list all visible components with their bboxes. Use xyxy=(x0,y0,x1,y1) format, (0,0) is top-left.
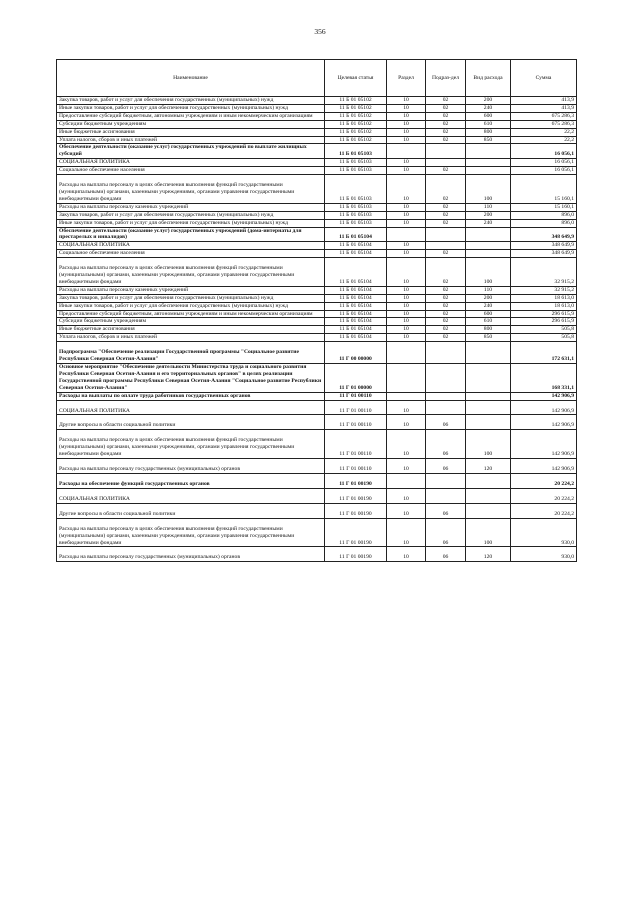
table-row xyxy=(57,392,577,400)
table-row xyxy=(57,294,577,302)
cell-target: 11 Г 01 00000 xyxy=(325,364,387,393)
table-row xyxy=(57,136,577,144)
cell-section xyxy=(387,473,426,488)
cell-subsection xyxy=(426,488,466,503)
cell-name: Закупка товаров, работ и услуг для обеспечения государственных (муниципальных) нужд xyxy=(57,211,325,219)
cell-section: 10 xyxy=(387,294,426,302)
table-row xyxy=(57,128,577,136)
cell-name: Расходы на выплаты персоналу в целях обеспечения выполнения функций государственными (муниципальными) органами, казенными учреждениями, органами управления государственными внебюджетными фондами xyxy=(57,430,325,459)
cell-target: 11 Б 01 05104 xyxy=(325,227,387,242)
table-row xyxy=(57,302,577,310)
table-row xyxy=(57,547,577,562)
cell-name: Уплата налогов, сборов и иных платежей xyxy=(57,136,325,144)
cell-target: 11 Г 01 00190 xyxy=(325,503,387,518)
table-row xyxy=(57,211,577,219)
table-row xyxy=(57,112,577,120)
cell-section: 10 xyxy=(387,430,426,459)
cell-subsection: 02 xyxy=(426,175,466,204)
cell-section: 10 xyxy=(387,120,426,128)
cell-subsection: 02 xyxy=(426,112,466,120)
table-row xyxy=(57,203,577,211)
table-row xyxy=(57,144,577,159)
cell-sum: 896,0 xyxy=(511,219,577,227)
cell-target: 11 Г 01 00110 xyxy=(325,400,387,415)
cell-name: Социальное обеспечение населения xyxy=(57,250,325,258)
cell-expense-type xyxy=(466,144,511,159)
table-row xyxy=(57,400,577,415)
table-row xyxy=(57,488,577,503)
cell-sum: 348 649,9 xyxy=(511,250,577,258)
cell-sum: 142 906,9 xyxy=(511,400,577,415)
cell-sum: 348 649,9 xyxy=(511,227,577,242)
cell-expense-type: 200 xyxy=(466,211,511,219)
header-section: Раздел xyxy=(387,60,426,97)
cell-expense-type: 610 xyxy=(466,318,511,326)
cell-sum: 930,0 xyxy=(511,518,577,547)
cell-target: 11 Г 00 00000 xyxy=(325,342,387,364)
table-row xyxy=(57,167,577,175)
cell-name: Иные закупки товаров, работ и услуг для обеспечения государственных (муниципальных) нужд xyxy=(57,302,325,310)
cell-subsection: 02 xyxy=(426,286,466,294)
cell-name: Обеспечение деятельности (оказание услуг) государственных учреждений по выплате жилищных субсидий xyxy=(57,144,325,159)
cell-subsection: 02 xyxy=(426,120,466,128)
cell-sum: 16 056,1 xyxy=(511,167,577,175)
cell-expense-type xyxy=(466,159,511,167)
cell-subsection: 02 xyxy=(426,334,466,342)
cell-section: 10 xyxy=(387,459,426,474)
table-header-row xyxy=(57,60,577,97)
cell-name: Расходы на выплаты персоналу в целях обеспечения выполнения функций государственными (муниципальными) органами, казенными учреждениями, органами управления государственными внебюджетными фондами xyxy=(57,175,325,204)
cell-expense-type: 200 xyxy=(466,294,511,302)
cell-target: 11 Б 01 05104 xyxy=(325,310,387,318)
table-row xyxy=(57,175,577,204)
cell-section xyxy=(387,227,426,242)
cell-subsection: 06 xyxy=(426,430,466,459)
cell-target: 11 Б 01 05103 xyxy=(325,159,387,167)
cell-sum: 142 906,9 xyxy=(511,392,577,400)
cell-target: 11 Г 01 00110 xyxy=(325,392,387,400)
cell-target: 11 Г 01 00190 xyxy=(325,488,387,503)
cell-subsection: 02 xyxy=(426,326,466,334)
cell-subsection xyxy=(426,342,466,364)
cell-sum: 16 056,1 xyxy=(511,144,577,159)
cell-sum: 20 224,2 xyxy=(511,473,577,488)
cell-name: Расходы на выплаты по оплате труда работников государственных органов xyxy=(57,392,325,400)
cell-expense-type xyxy=(466,503,511,518)
cell-subsection: 06 xyxy=(426,518,466,547)
cell-expense-type: 100 xyxy=(466,430,511,459)
cell-sum: 675 286,3 xyxy=(511,120,577,128)
cell-section: 10 xyxy=(387,203,426,211)
cell-sum: 296 615,9 xyxy=(511,310,577,318)
cell-target: 11 Б 01 05104 xyxy=(325,242,387,250)
page-number: 356 xyxy=(314,27,326,36)
cell-subsection: 06 xyxy=(426,415,466,430)
table-body xyxy=(57,97,577,562)
table-row xyxy=(57,503,577,518)
cell-sum: 20 224,2 xyxy=(511,488,577,503)
cell-target: 11 Б 01 05104 xyxy=(325,326,387,334)
cell-sum: 348 649,9 xyxy=(511,242,577,250)
cell-section: 10 xyxy=(387,326,426,334)
cell-section: 10 xyxy=(387,503,426,518)
cell-name: Расходы на выплаты персоналу государственных (муниципальных) органов xyxy=(57,547,325,562)
cell-name: Предоставление субсидий бюджетным, автономным учреждениям и иным некоммерческим организациям xyxy=(57,310,325,318)
cell-name: Иные закупки товаров, работ и услуг для обеспечения государственных (муниципальных) нужд xyxy=(57,219,325,227)
table-row xyxy=(57,227,577,242)
cell-target: 11 Б 01 05104 xyxy=(325,250,387,258)
cell-target: 11 Б 01 05103 xyxy=(325,219,387,227)
cell-section: 10 xyxy=(387,159,426,167)
cell-expense-type: 600 xyxy=(466,310,511,318)
cell-sum: 296 615,9 xyxy=(511,318,577,326)
table-row xyxy=(57,310,577,318)
cell-section: 10 xyxy=(387,175,426,204)
cell-name: Подпрограмма "Обеспечение реализации Государственной программы "Социальное развитие Республики Северная Осетия-Алания" xyxy=(57,342,325,364)
table-row xyxy=(57,159,577,167)
header-target: Целевая статья xyxy=(325,60,387,97)
table-row xyxy=(57,415,577,430)
table-row xyxy=(57,97,577,105)
cell-expense-type: 600 xyxy=(466,112,511,120)
cell-section: 10 xyxy=(387,488,426,503)
cell-section: 10 xyxy=(387,310,426,318)
cell-section: 10 xyxy=(387,258,426,287)
cell-expense-type xyxy=(466,488,511,503)
cell-expense-type: 800 xyxy=(466,326,511,334)
cell-expense-type xyxy=(466,392,511,400)
cell-subsection: 02 xyxy=(426,310,466,318)
cell-subsection: 06 xyxy=(426,503,466,518)
cell-expense-type: 240 xyxy=(466,104,511,112)
cell-expense-type xyxy=(466,242,511,250)
cell-expense-type xyxy=(466,227,511,242)
cell-expense-type xyxy=(466,167,511,175)
cell-expense-type: 200 xyxy=(466,97,511,105)
header-name: Наименование xyxy=(57,60,325,97)
cell-section: 10 xyxy=(387,242,426,250)
budget-table xyxy=(56,59,577,562)
cell-name: Расходы на выплаты персоналу в целях обеспечения выполнения функций государственными (муниципальными) органами, казенными учреждениями, органами управления государственными внебюджетными фондами xyxy=(57,258,325,287)
cell-target: 11 Б 01 05103 xyxy=(325,211,387,219)
cell-name: Другие вопросы в области социальной политики xyxy=(57,415,325,430)
cell-subsection: 02 xyxy=(426,128,466,136)
cell-name: СОЦИАЛЬНАЯ ПОЛИТИКА xyxy=(57,159,325,167)
table-row xyxy=(57,459,577,474)
cell-subsection xyxy=(426,144,466,159)
cell-section: 10 xyxy=(387,400,426,415)
cell-target: 11 Б 01 05104 xyxy=(325,294,387,302)
cell-sum: 505,8 xyxy=(511,334,577,342)
cell-sum: 896,0 xyxy=(511,211,577,219)
cell-target: 11 Г 01 00190 xyxy=(325,547,387,562)
cell-subsection xyxy=(426,400,466,415)
cell-expense-type: 610 xyxy=(466,120,511,128)
cell-expense-type xyxy=(466,400,511,415)
cell-sum: 18 613,0 xyxy=(511,294,577,302)
cell-section: 10 xyxy=(387,415,426,430)
cell-sum: 413,9 xyxy=(511,97,577,105)
cell-section: 10 xyxy=(387,219,426,227)
cell-name: Расходы на выплаты персоналу казенных учреждений xyxy=(57,286,325,294)
cell-name: Расходы на обеспечение функций государственных органов xyxy=(57,473,325,488)
cell-subsection: 02 xyxy=(426,258,466,287)
cell-target: 11 Б 01 05103 xyxy=(325,203,387,211)
cell-section: 10 xyxy=(387,250,426,258)
cell-sum: 142 906,9 xyxy=(511,430,577,459)
cell-target: 11 Б 01 05102 xyxy=(325,97,387,105)
cell-name: СОЦИАЛЬНАЯ ПОЛИТИКА xyxy=(57,400,325,415)
cell-name: Иные бюджетные ассигнования xyxy=(57,128,325,136)
cell-sum: 32 915,2 xyxy=(511,258,577,287)
cell-section xyxy=(387,342,426,364)
cell-sum: 18 613,0 xyxy=(511,302,577,310)
cell-expense-type: 120 xyxy=(466,459,511,474)
cell-subsection: 06 xyxy=(426,459,466,474)
cell-sum: 22,2 xyxy=(511,136,577,144)
cell-sum: 15 160,1 xyxy=(511,203,577,211)
cell-name: СОЦИАЛЬНАЯ ПОЛИТИКА xyxy=(57,488,325,503)
cell-section: 10 xyxy=(387,128,426,136)
cell-section: 10 xyxy=(387,167,426,175)
cell-sum: 32 915,2 xyxy=(511,286,577,294)
cell-subsection: 02 xyxy=(426,318,466,326)
cell-sum: 675 286,3 xyxy=(511,112,577,120)
cell-expense-type xyxy=(466,342,511,364)
cell-subsection: 02 xyxy=(426,219,466,227)
cell-target: 11 Б 01 05104 xyxy=(325,286,387,294)
cell-target: 11 Б 01 05102 xyxy=(325,104,387,112)
cell-expense-type xyxy=(466,473,511,488)
cell-expense-type: 850 xyxy=(466,136,511,144)
header-expense-type: Вид расхода xyxy=(466,60,511,97)
cell-name: Обеспечение деятельности (оказание услуг) государственных учреждений (дома-интернаты для престарелых и инвалидов) xyxy=(57,227,325,242)
cell-subsection xyxy=(426,473,466,488)
cell-subsection: 02 xyxy=(426,294,466,302)
cell-name: Иные закупки товаров, работ и услуг для обеспечения государственных (муниципальных) нужд xyxy=(57,104,325,112)
cell-section: 10 xyxy=(387,286,426,294)
cell-expense-type: 800 xyxy=(466,128,511,136)
cell-sum: 505,8 xyxy=(511,326,577,334)
table-row xyxy=(57,286,577,294)
cell-expense-type: 240 xyxy=(466,219,511,227)
cell-sum: 172 631,1 xyxy=(511,342,577,364)
cell-subsection xyxy=(426,159,466,167)
cell-name: Уплата налогов, сборов и иных платежей xyxy=(57,334,325,342)
table-row xyxy=(57,120,577,128)
cell-sum: 20 224,2 xyxy=(511,503,577,518)
cell-name: Другие вопросы в области социальной политики xyxy=(57,503,325,518)
cell-name: Предоставление субсидий бюджетным, автономным учреждениям и иным некоммерческим организациям xyxy=(57,112,325,120)
cell-section xyxy=(387,364,426,393)
cell-target: 11 Б 01 05103 xyxy=(325,175,387,204)
cell-target: 11 Г 01 00190 xyxy=(325,473,387,488)
cell-target: 11 Б 01 05103 xyxy=(325,144,387,159)
cell-expense-type: 120 xyxy=(466,547,511,562)
cell-subsection xyxy=(426,392,466,400)
table-row xyxy=(57,250,577,258)
table-row xyxy=(57,473,577,488)
cell-section xyxy=(387,144,426,159)
cell-expense-type xyxy=(466,415,511,430)
cell-subsection xyxy=(426,242,466,250)
cell-subsection: 02 xyxy=(426,211,466,219)
cell-section: 10 xyxy=(387,97,426,105)
cell-name: Основное мероприятие "Обеспечение деятельности Министерства труда и социального развития Республики Северная Осетия-Алания и его территориальных органов" в целях реализации Государственной программы Республики Северная Осетия-Алания "Социальное развитие Республики Северная Осетия-Алания" xyxy=(57,364,325,393)
cell-name: Закупка товаров, работ и услуг для обеспечения государственных (муниципальных) нужд xyxy=(57,97,325,105)
cell-section: 10 xyxy=(387,518,426,547)
cell-expense-type: 240 xyxy=(466,302,511,310)
cell-expense-type: 100 xyxy=(466,258,511,287)
cell-sum: 16 056,1 xyxy=(511,159,577,167)
cell-name: Расходы на выплаты персоналу государственных (муниципальных) органов xyxy=(57,459,325,474)
header-sum: Сумма xyxy=(511,60,577,97)
cell-expense-type xyxy=(466,364,511,393)
cell-section: 10 xyxy=(387,104,426,112)
table-row xyxy=(57,258,577,287)
cell-section: 10 xyxy=(387,211,426,219)
cell-target: 11 Б 01 05104 xyxy=(325,318,387,326)
cell-expense-type xyxy=(466,250,511,258)
cell-sum: 142 906,9 xyxy=(511,459,577,474)
table-row xyxy=(57,326,577,334)
table-row xyxy=(57,430,577,459)
cell-name: Иные бюджетные ассигнования xyxy=(57,326,325,334)
cell-expense-type: 100 xyxy=(466,175,511,204)
cell-expense-type: 110 xyxy=(466,286,511,294)
cell-section: 10 xyxy=(387,302,426,310)
cell-section: 10 xyxy=(387,334,426,342)
table-row xyxy=(57,364,577,393)
cell-name: Расходы на выплаты персоналу в целях обеспечения выполнения функций государственными (муниципальными) органами, казенными учреждениями, органами управления государственными внебюджетными фондами xyxy=(57,518,325,547)
table-row xyxy=(57,219,577,227)
cell-target: 11 Г 01 00110 xyxy=(325,430,387,459)
cell-subsection xyxy=(426,364,466,393)
cell-section: 10 xyxy=(387,547,426,562)
cell-expense-type: 850 xyxy=(466,334,511,342)
cell-target: 11 Б 01 05102 xyxy=(325,120,387,128)
cell-subsection: 02 xyxy=(426,97,466,105)
cell-target: 11 Г 01 00110 xyxy=(325,459,387,474)
cell-target: 11 Б 01 05102 xyxy=(325,112,387,120)
cell-target: 11 Б 01 05102 xyxy=(325,128,387,136)
cell-subsection: 02 xyxy=(426,203,466,211)
cell-target: 11 Б 01 05104 xyxy=(325,334,387,342)
cell-target: 11 Б 01 05103 xyxy=(325,167,387,175)
cell-sum: 930,0 xyxy=(511,547,577,562)
cell-subsection: 02 xyxy=(426,167,466,175)
table-row xyxy=(57,334,577,342)
cell-target: 11 Г 01 00190 xyxy=(325,518,387,547)
table-row xyxy=(57,242,577,250)
cell-subsection: 02 xyxy=(426,250,466,258)
cell-name: Закупка товаров, работ и услуг для обеспечения государственных (муниципальных) нужд xyxy=(57,294,325,302)
header-subsection: Подраз-дел xyxy=(426,60,466,97)
cell-section: 10 xyxy=(387,318,426,326)
cell-section xyxy=(387,392,426,400)
cell-name: СОЦИАЛЬНАЯ ПОЛИТИКА xyxy=(57,242,325,250)
cell-sum: 142 906,9 xyxy=(511,415,577,430)
cell-subsection xyxy=(426,227,466,242)
cell-expense-type: 110 xyxy=(466,203,511,211)
table-row xyxy=(57,342,577,364)
cell-target: 11 Г 01 00110 xyxy=(325,415,387,430)
cell-sum: 22,2 xyxy=(511,128,577,136)
cell-sum: 15 160,1 xyxy=(511,175,577,204)
cell-sum: 413,9 xyxy=(511,104,577,112)
table-row xyxy=(57,318,577,326)
cell-subsection: 02 xyxy=(426,136,466,144)
cell-name: Социальное обеспечение населения xyxy=(57,167,325,175)
cell-subsection: 06 xyxy=(426,547,466,562)
cell-expense-type: 100 xyxy=(466,518,511,547)
cell-target: 11 Б 01 05104 xyxy=(325,258,387,287)
table-row xyxy=(57,518,577,547)
cell-subsection: 02 xyxy=(426,302,466,310)
cell-subsection: 02 xyxy=(426,104,466,112)
cell-name: Расходы на выплаты персоналу казенных учреждений xyxy=(57,203,325,211)
cell-target: 11 Б 01 05102 xyxy=(325,136,387,144)
cell-section: 10 xyxy=(387,112,426,120)
cell-name: Субсидии бюджетным учреждениям xyxy=(57,318,325,326)
cell-target: 11 Б 01 05104 xyxy=(325,302,387,310)
cell-name: Субсидии бюджетным учреждениям xyxy=(57,120,325,128)
cell-sum: 168 331,1 xyxy=(511,364,577,393)
cell-section: 10 xyxy=(387,136,426,144)
table-row xyxy=(57,104,577,112)
